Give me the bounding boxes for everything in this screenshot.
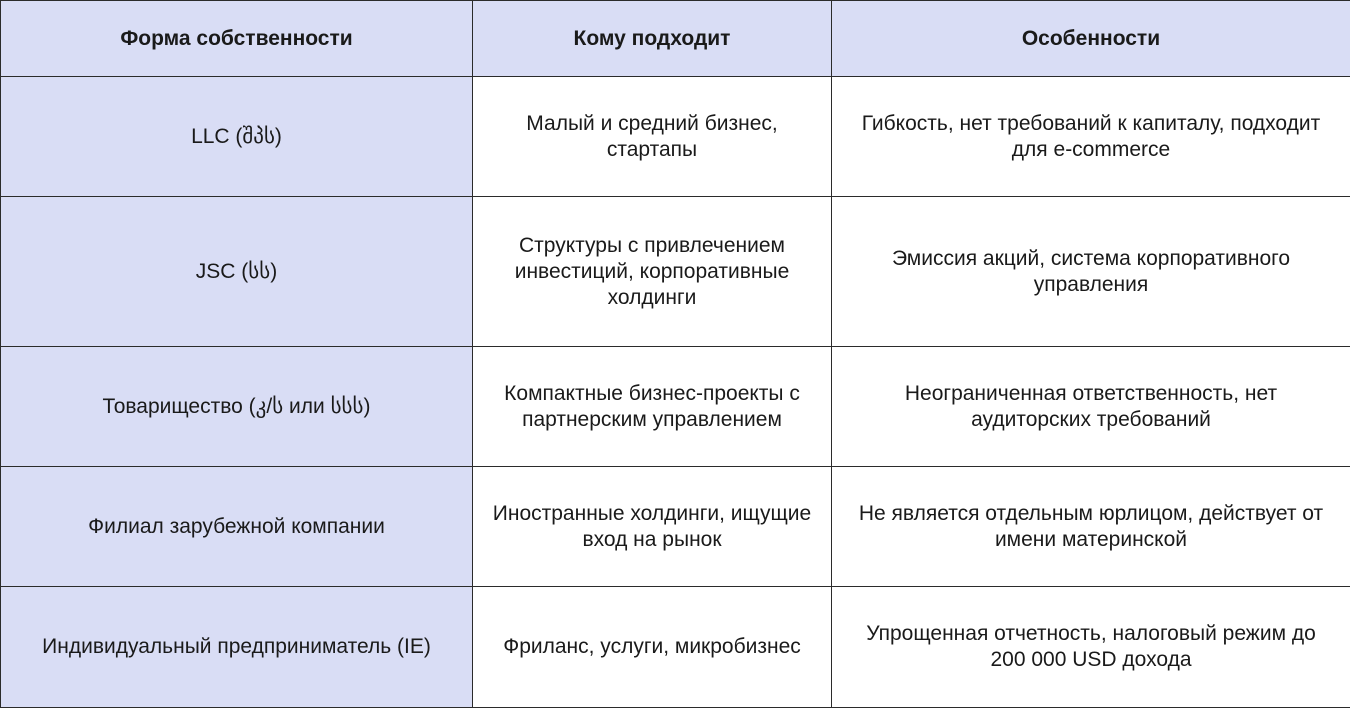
table-row bbox=[1, 347, 1350, 467]
cell-suits: Структуры с привлечением инвестиций, корпоративные холдинги bbox=[473, 197, 832, 347]
cell-form: Филиал зарубежной компании bbox=[1, 467, 473, 587]
cell-suits: Компактные бизнес-проекты с партнерским управлением bbox=[473, 347, 832, 467]
header-ownership-form: Форма собственности bbox=[1, 1, 473, 77]
table-row bbox=[1, 587, 1350, 708]
cell-form: Индивидуальный предприниматель (IE) bbox=[1, 587, 473, 708]
table-row bbox=[1, 77, 1350, 197]
cell-suits: Фриланс, услуги, микробизнес bbox=[473, 587, 832, 708]
cell-suits: Иностранные холдинги, ищущие вход на рынок bbox=[473, 467, 832, 587]
cell-suits: Малый и средний бизнес, стартапы bbox=[473, 77, 832, 197]
cell-features: Эмиссия акций, система корпоративного управления bbox=[832, 197, 1350, 347]
cell-features: Упрощенная отчетность, налоговый режим до 200 000 USD дохода bbox=[832, 587, 1350, 708]
cell-features: Гибкость, нет требований к капиталу, подходит для e-commerce bbox=[832, 77, 1350, 197]
header-row bbox=[1, 1, 1350, 77]
cell-features: Не является отдельным юрлицом, действует от имени материнской bbox=[832, 467, 1350, 587]
cell-form: LLC (შპს) bbox=[1, 77, 473, 197]
table-row bbox=[1, 197, 1350, 347]
cell-form: JSC (სს) bbox=[1, 197, 473, 347]
table-header bbox=[1, 1, 1350, 77]
table-body bbox=[1, 77, 1350, 708]
table-row bbox=[1, 467, 1350, 587]
header-features: Особенности bbox=[832, 1, 1350, 77]
header-suits-whom: Кому подходит bbox=[473, 1, 832, 77]
cell-features: Неограниченная ответственность, нет аудиторских требований bbox=[832, 347, 1350, 467]
cell-form: Товарищество (კ/ს или სსს) bbox=[1, 347, 473, 467]
